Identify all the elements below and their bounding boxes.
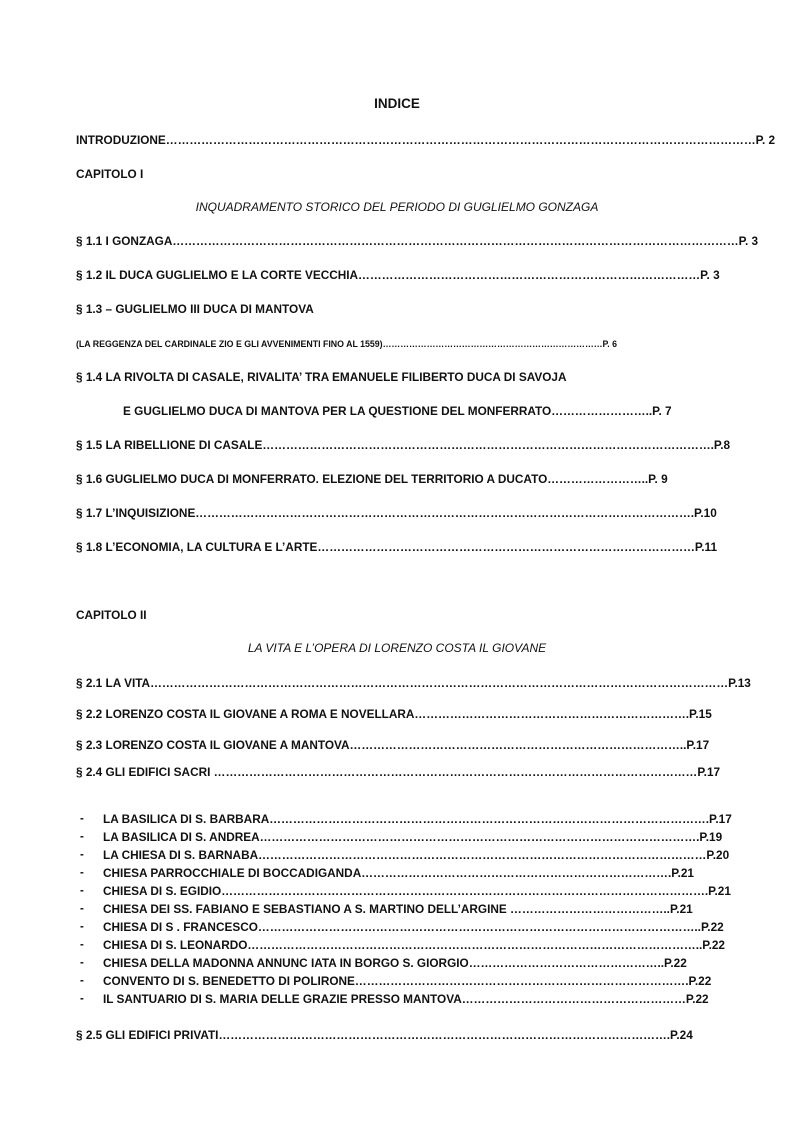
list-bullet: - — [80, 813, 84, 825]
toc-entry-1-4: § 1.4 LA RIVOLTA DI CASALE, RIVALITA’ TRA EMANUELE FILIBERTO DUCA DI SAVOJA — [76, 370, 567, 384]
list-item-san-leonardo: CHIESA DI S. LEONARDO……………………………………………………………………………………………………..P.22 — [103, 938, 725, 952]
toc-entry-1-3: § 1.3 – GUGLIELMO III DUCA DI MANTOVA — [76, 302, 314, 316]
list-bullet: - — [80, 921, 84, 933]
list-item-san-francesco: CHIESA DI S . FRANCESCO…………………………………………………………………………………………………..P.22 — [103, 920, 724, 934]
toc-entry-1-4-continued: E GUGLIELMO DUCA DI MANTOVA PER LA QUESTIONE DEL MONFERRATO……………………..P. 7 — [123, 404, 672, 418]
list-bullet: - — [80, 957, 84, 969]
list-item-madonna-annunciata: CHIESA DELLA MADONNA ANNUNC IATA IN BORGO S. GIORGIO…………………………………………..P.22 — [103, 956, 687, 970]
chapter-2-subtitle: LA VITA E L’OPERA DI LORENZO COSTA IL GIOVANE — [247, 641, 547, 655]
toc-entry-2-1: § 2.1 LA VITA…………………………………………………………………………………………………………………………………P.13 — [76, 676, 751, 690]
list-bullet: - — [80, 867, 84, 879]
chapter-1-subtitle: INQUADRAMENTO STORICO DEL PERIODO DI GUGLIELMO GONZAGA — [195, 200, 599, 214]
page-title: INDICE — [374, 96, 420, 111]
toc-entry-1-6: § 1.6 GUGLIELMO DUCA DI MONFERRATO. ELEZIONE DEL TERRITORIO A DUCATO……………………..P. 9 — [76, 472, 668, 486]
toc-entry-1-7: § 1.7 L’INQUISIZIONE……………………………………………………………………………………………………………….P.10 — [76, 506, 717, 520]
toc-entry-2-4: § 2.4 GLI EDIFICI SACRI ……………………………………………………………………………………………………………P.17 — [76, 765, 721, 779]
toc-entry-2-3: § 2.3 LORENZO COSTA IL GIOVANE A MANTOVA…………………………………………………………………………..P.17 — [76, 738, 710, 752]
list-bullet: - — [80, 831, 84, 843]
toc-entry-2-2: § 2.2 LORENZO COSTA IL GIOVANE A ROMA E NOVELLARA…………………………………………………………….P.15 — [76, 707, 712, 721]
list-item-santandrea: LA BASILICA DI S. ANDREA………………………………………………………………………………………………….P.19 — [103, 830, 723, 844]
list-bullet: - — [80, 903, 84, 915]
toc-entry-1-1: § 1.1 I GONZAGA………………………………………………………………………………………………………………………………P. 3 — [76, 234, 759, 248]
toc-entry-introduzione: INTRODUZIONE……………………………………………………………………………………………………………………………………P. 2 — [76, 133, 776, 147]
list-bullet: - — [80, 885, 84, 897]
list-bullet: - — [80, 993, 84, 1005]
list-bullet: - — [80, 975, 84, 987]
list-item-san-barnaba: LA CHIESA DI S. BARNABA……………………………………………………………………………………………………P.20 — [103, 848, 730, 862]
list-item-santuario-grazie: IL SANTUARIO DI S. MARIA DELLE GRAZIE PRESSO MANTOVA…………………………………………………P.22 — [103, 992, 709, 1006]
toc-entry-1-5: § 1.5 LA RIBELLIONE DI CASALE…………………………………………………………………………………………………….P.8 — [76, 438, 731, 452]
list-bullet: - — [80, 849, 84, 861]
toc-entry-1-3-continued: (LA REGGENZA DEL CARDINALE ZIO E GLI AVVENIMENTI FINO AL 1559)…………………………………………………………………P. 6 — [76, 339, 618, 349]
list-item-sant-egidio: CHIESA DI S. EGIDIO…………………………………………………………………………………………………………….P.21 — [103, 884, 731, 898]
list-bullet: - — [80, 939, 84, 951]
list-item-polirone: CONVENTO DI S. BENEDETTO DI POLIRONE………………………………………………………………………….P.22 — [103, 974, 712, 988]
list-item-boccadiganda: CHIESA PARROCCHIALE DI BOCCADIGANDA…………………………………………………………………….P.21 — [103, 866, 694, 880]
toc-entry-1-8: § 1.8 L’ECONOMIA, LA CULTURA E L’ARTE……………………………………………………………………………………P.11 — [76, 540, 718, 554]
list-item-santa-barbara: LA BASILICA DI S. BARBARA………………………………………………………………………………………………….P.17 — [103, 812, 732, 826]
toc-entry-1-2: § 1.2 IL DUCA GUGLIELMO E LA CORTE VECCHIA……………………………………………………………………………P. 3 — [76, 268, 720, 282]
chapter-2-label: CAPITOLO II — [76, 608, 147, 622]
list-item-fabiano-sebastiano: CHIESA DEI SS. FABIANO E SEBASTIANO A S. MARTINO DELL’ARGINE …………………………………..P.21 — [103, 902, 693, 916]
toc-entry-2-5: § 2.5 GLI EDIFICI PRIVATI…………………………………………………………………………………………………….P.24 — [76, 1028, 693, 1042]
chapter-1-label: CAPITOLO I — [76, 167, 144, 181]
